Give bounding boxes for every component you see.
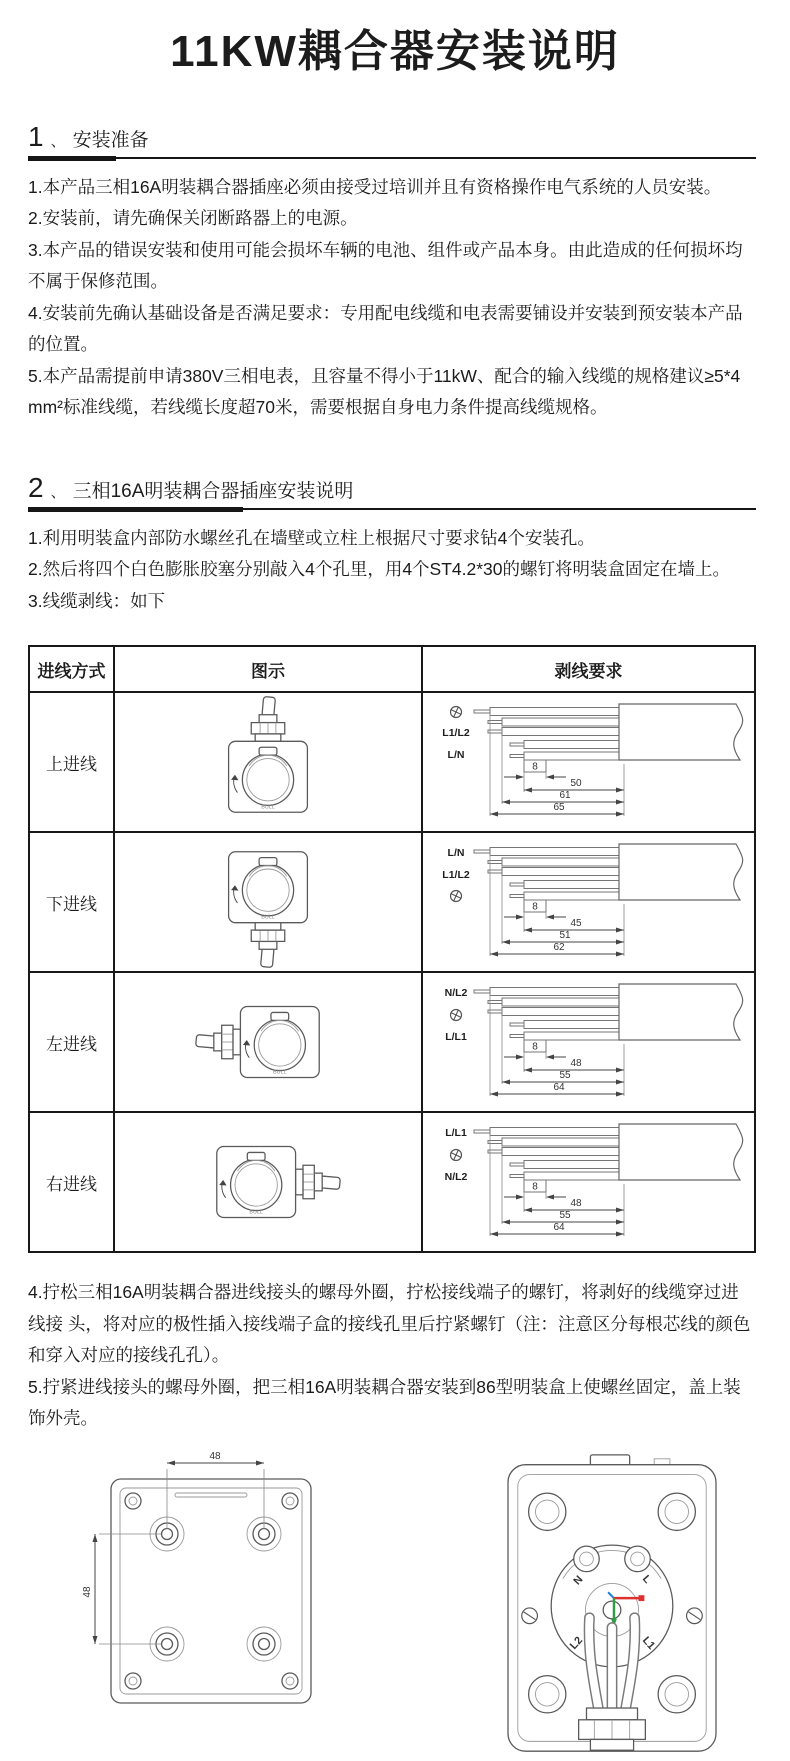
dim-vertical: 48: [81, 1586, 93, 1598]
cable-sheath: [619, 844, 743, 900]
bottom-drawings: [52, 1449, 756, 1761]
dim-3: 65: [552, 802, 565, 814]
section-2-heading: [28, 471, 756, 503]
list-item: 3.线缆剥线：如下: [28, 590, 166, 611]
section-2-title: 三相16A明装耦合器插座安装说明: [72, 480, 354, 502]
socket-illustration-top: [114, 692, 422, 832]
method-label: 下进线: [29, 832, 114, 972]
wire-label: L1/L2: [441, 869, 470, 882]
dim-3: 64: [552, 1082, 565, 1094]
cable-sheath: [619, 984, 743, 1040]
list-item: 1.利用明装盒内部防水螺丝孔在墙壁或立柱上根据尺寸要求钻4个安装孔。: [28, 527, 595, 548]
list-item: 2.安装前，请先确保关闭断路器上的电源。: [28, 208, 358, 229]
section-1-items: [28, 172, 756, 424]
col-header-method: 进线方式: [29, 646, 114, 692]
socket-left-entry-drawing: [119, 976, 417, 1108]
socket-right-entry-drawing: [119, 1116, 417, 1248]
list-item: 4.安装前先确认基础设备是否满足要求：专用配电线缆和电表需要铺设并安装到预安装本产品的位置。: [28, 302, 743, 355]
wires: [474, 708, 634, 761]
table-row: [29, 692, 755, 832]
wires: [474, 988, 634, 1041]
method-label: 上进线: [29, 692, 114, 832]
strip-diagram-cell: [422, 1112, 755, 1252]
section-1-title: 安装准备: [72, 129, 149, 151]
dim-3: 64: [552, 1222, 565, 1234]
mounting-box-back-drawing: [79, 1449, 329, 1734]
section-preparation: [28, 120, 756, 424]
dim-2: 55: [558, 1210, 571, 1222]
col-header-strip-req: 剥线要求: [422, 646, 755, 692]
terminal-label-l2: L2: [567, 1634, 585, 1652]
dim-2: 51: [558, 930, 571, 942]
wire-label: L/L1: [444, 1127, 467, 1140]
post-table-instructions: [28, 1277, 756, 1435]
wire-label: L/L1: [444, 1031, 467, 1044]
list-item: 1.本产品三相16A明装耦合器插座必须由接受过培训并且有资格操作电气系统的人员安装。: [28, 176, 722, 197]
screw-icon: [450, 1150, 461, 1161]
wires: [474, 848, 634, 901]
dim-1: 48: [569, 1198, 582, 1210]
list-item: 5.本产品需提前申请380V三相电表，且容量不得小于11kW、配合的输入线缆的规格建议≥5*4 mm²标准线缆，若线缆长度超70米，需要根据自身电力条件提高线缆规格。: [28, 365, 741, 418]
section-2-separator: 、: [50, 483, 66, 501]
dim-1: 50: [569, 778, 582, 790]
strip-requirement-drawing: [424, 838, 754, 966]
dim-2: 55: [558, 1070, 571, 1082]
section-1-number: 1: [28, 120, 44, 152]
terminal-label-l1: L1: [639, 1634, 657, 1652]
wire-label: L/N: [447, 749, 464, 762]
section-socket-install: [28, 471, 756, 618]
socket-illustration-right: [114, 1112, 422, 1252]
wire-label: L/N: [447, 847, 464, 860]
dim-ferrule: 8: [531, 761, 538, 773]
coupler-internal-drawing: [494, 1449, 730, 1761]
wire-label: L1/L2: [441, 727, 470, 740]
col-header-illustration: 图示: [114, 646, 422, 692]
page-title: 11KW耦合器安装说明: [170, 27, 620, 76]
table-header-row: [29, 646, 755, 692]
table-row: [29, 832, 755, 972]
strip-diagram-cell: [422, 832, 755, 972]
method-label: 左进线: [29, 972, 114, 1112]
terminal-label-n: N: [570, 1573, 585, 1588]
dim-ferrule: 8: [531, 1181, 538, 1193]
terminal-label-l: L: [639, 1572, 653, 1586]
dim-ferrule: 8: [531, 1041, 538, 1053]
strip-requirement-drawing: [424, 698, 754, 826]
section-2-rule: [28, 508, 756, 510]
section-2-number: 2: [28, 471, 44, 503]
method-label: 右进线: [29, 1112, 114, 1252]
screw-icon: [450, 1010, 461, 1021]
table-row: [29, 972, 755, 1112]
strip-requirement-drawing: [424, 1118, 754, 1246]
section-2-items: [28, 523, 756, 618]
screw-icon: [450, 891, 461, 902]
dim-horizontal: 48: [208, 1450, 221, 1462]
strip-diagram-cell: [422, 972, 755, 1112]
dim-1: 45: [569, 918, 582, 930]
dim-1: 48: [569, 1058, 582, 1070]
wires: [474, 1128, 634, 1181]
socket-illustration-bottom: [114, 832, 422, 972]
wire-entry-table: [28, 645, 756, 1253]
cable-sheath: [619, 704, 743, 760]
screw-icon: [450, 707, 461, 718]
socket-top-entry-drawing: [119, 696, 417, 828]
dim-2: 61: [558, 790, 571, 802]
strip-diagram-cell: [422, 692, 755, 832]
cable-sheath: [619, 1124, 743, 1180]
list-item: 2.然后将四个白色膨胀胶塞分别敲入4个孔里，用4个ST4.2*30的螺钉将明装盒固定在墙上。: [28, 559, 731, 580]
list-item: 5.拧紧进线接头的螺母外圈，把三相16A明装耦合器安装到86型明装盒上使螺丝固定，盖上装饰外壳。: [28, 1376, 741, 1429]
socket-bottom-entry-drawing: [119, 836, 417, 968]
list-item: 4.拧松三相16A明装耦合器进线接头的螺母外圈，拧松接线端子的螺钉，将剥好的线缆穿过进线接 头，将对应的极性插入接线端子盒的接线孔里后拧紧螺钉（注：注意区分每根芯线的颜色和穿入对应的接线孔孔）。: [28, 1282, 751, 1366]
section-1-heading: [28, 120, 756, 152]
wire-label: N/L2: [444, 987, 467, 1000]
dim-3: 62: [552, 942, 565, 954]
section-1-separator: 、: [50, 132, 66, 150]
table-row: [29, 1112, 755, 1252]
wire-label: N/L2: [444, 1171, 467, 1184]
strip-requirement-drawing: [424, 978, 754, 1106]
list-item: 3.本产品的错误安装和使用可能会损坏车辆的电池、组件或产品本身。由此造成的任何损坏均不属于保修范围。: [28, 239, 743, 292]
section-1-rule: [28, 157, 756, 159]
socket-illustration-left: [114, 972, 422, 1112]
dim-ferrule: 8: [531, 901, 538, 913]
